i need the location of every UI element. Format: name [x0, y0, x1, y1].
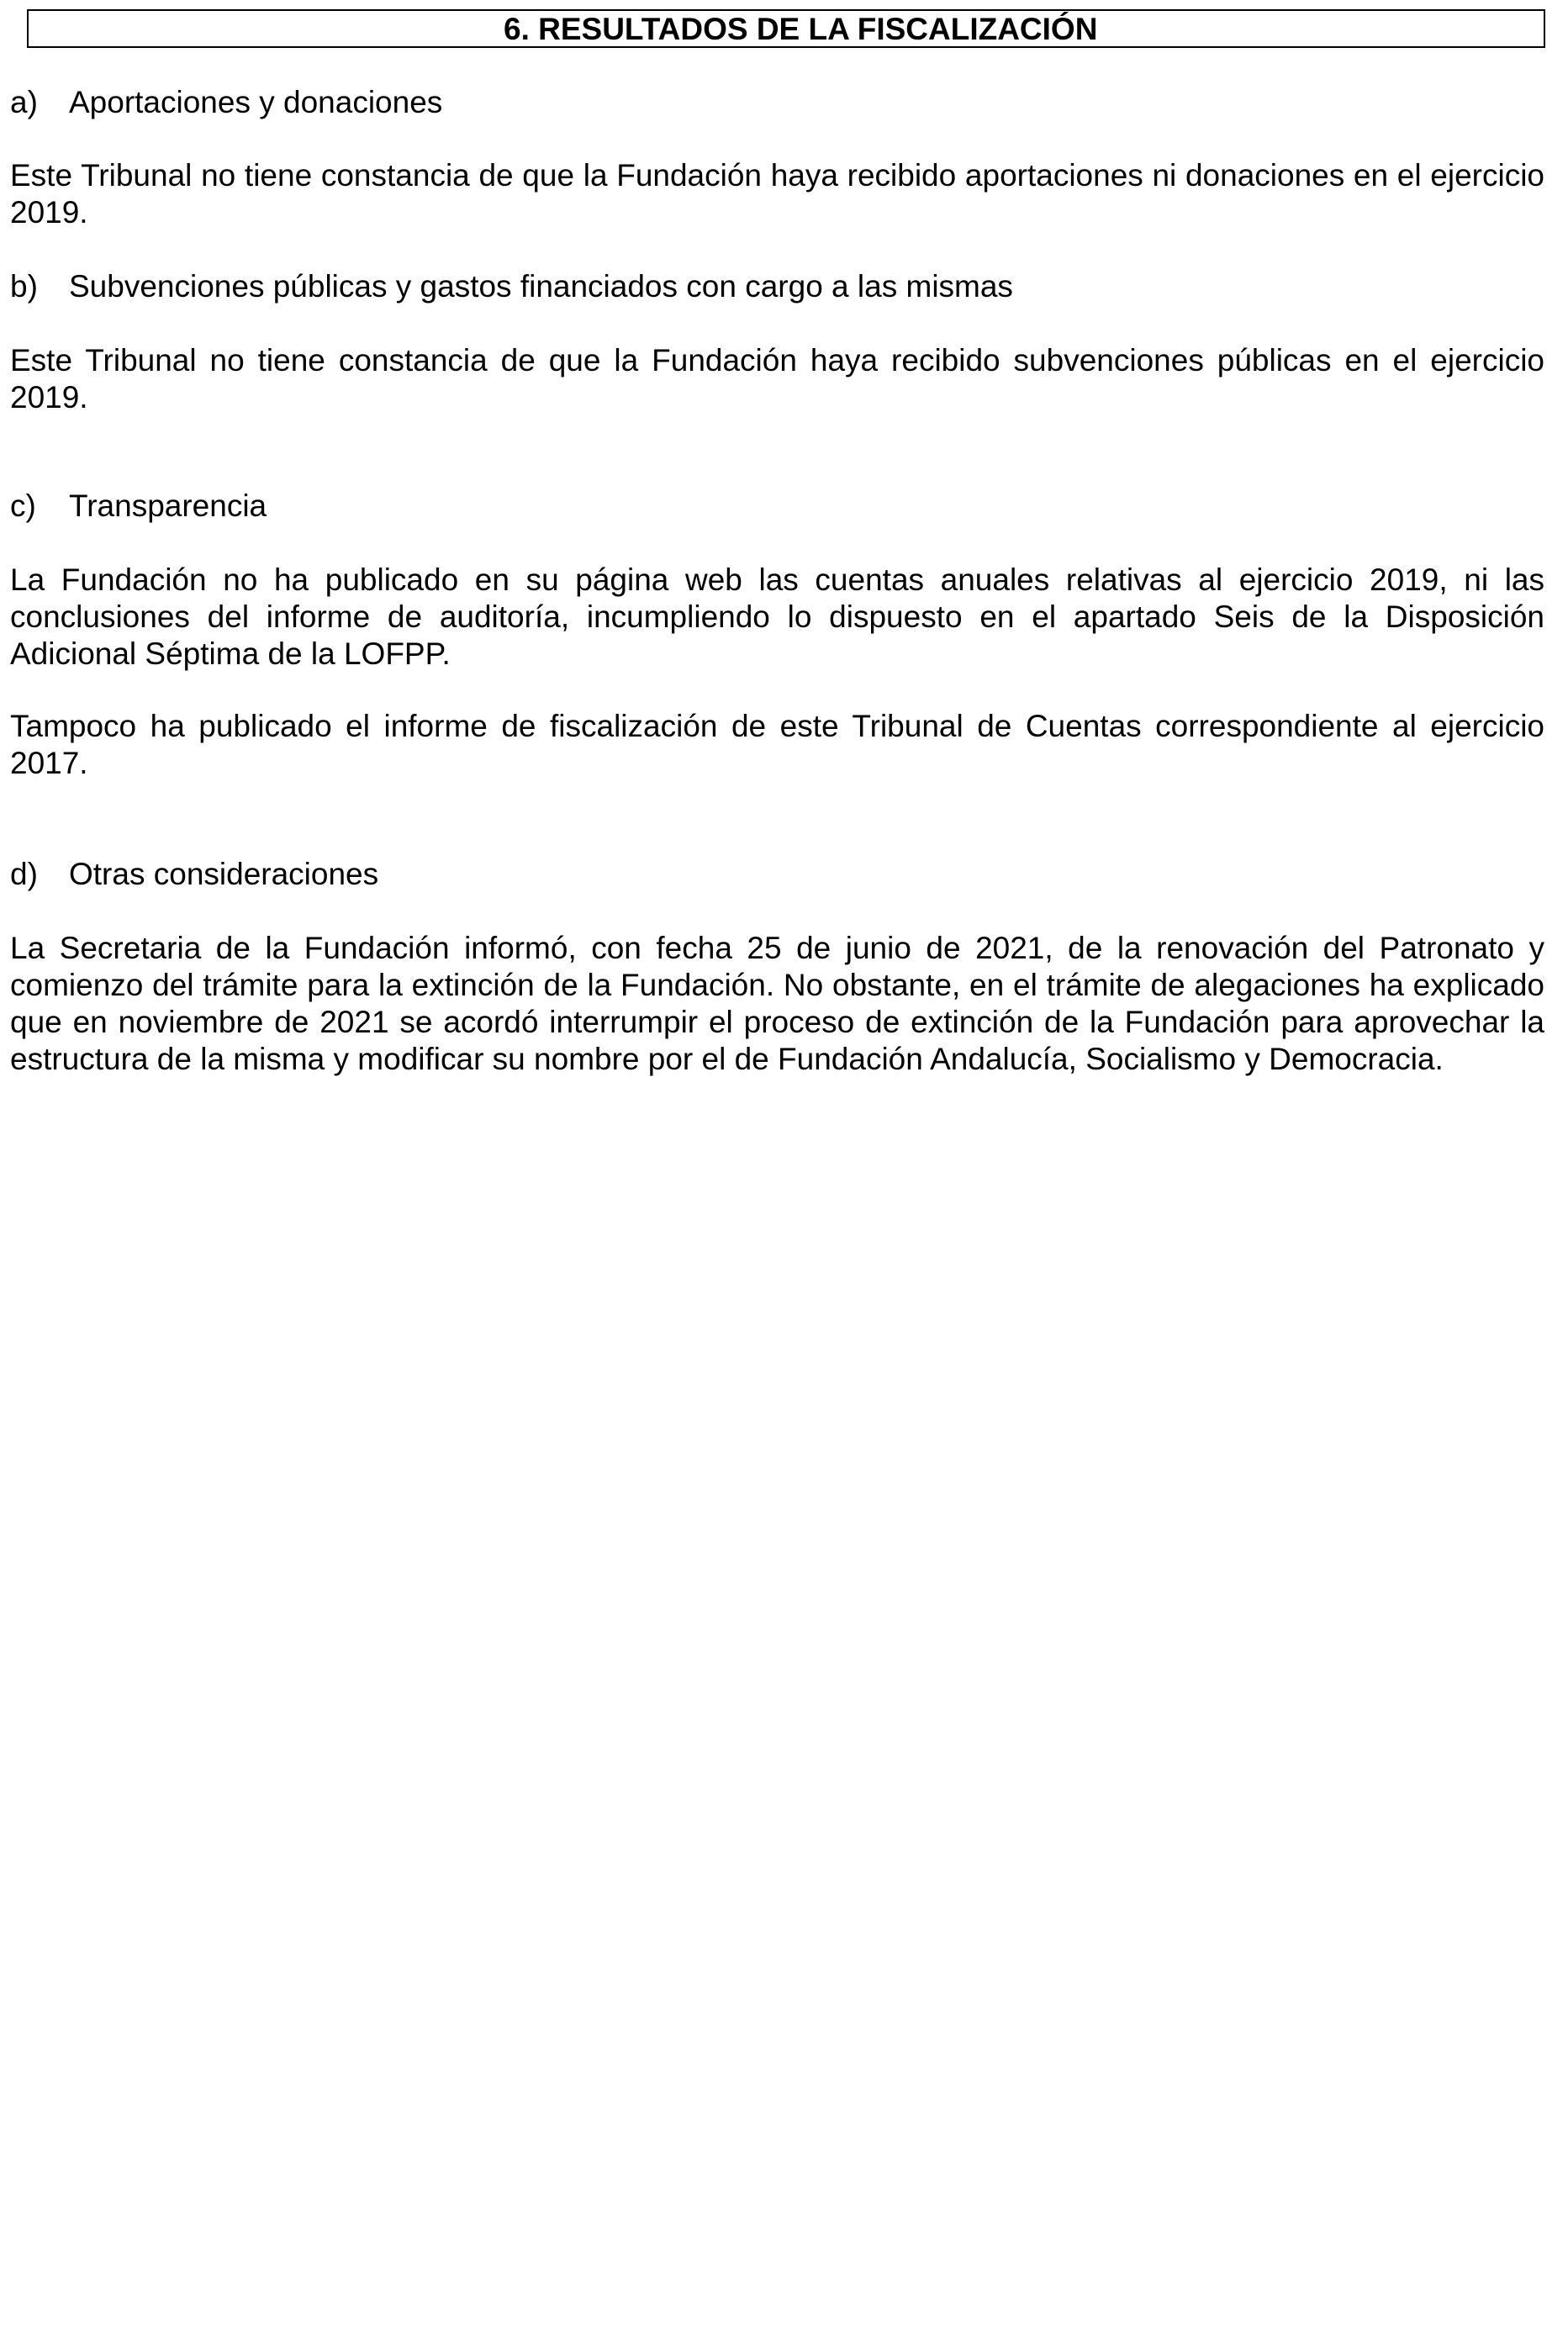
heading-letter: c)	[10, 488, 36, 523]
heading-aportaciones	[10, 84, 442, 121]
paragraph-otras-consideraciones: La Secretaria de la Fundación informó, con fecha 25 de junio de 2021, de la renovación del Patronato y comienzo del trámite para la extinción de la Fundación. No obstante, en el trámite de alegaciones ha explicado que en noviembre de 2021 se acordó interrumpir el proceso de extinción de la Fundación para aprovechar la estructura de la misma y modificar su nombre por el de Fundación Andalucía, Socialismo y Democracia.	[10, 931, 1544, 1076]
heading-text: Aportaciones y donaciones	[69, 85, 443, 119]
heading-text: Otras consideraciones	[69, 857, 379, 891]
heading-transparencia	[10, 488, 267, 525]
heading-letter: d)	[10, 857, 38, 891]
paragraph-transparencia-2: Tampoco ha publicado el informe de fiscalización de este Tribunal de Cuentas correspondiente al ejercicio 2017.	[10, 709, 1544, 780]
paragraph-transparencia-1: La Fundación no ha publicado en su página web las cuentas anuales relativas al ejercicio 2019, ni las conclusiones del informe de auditoría, incumpliendo lo dispuesto en el apartado Seis de la Disposición Adicional Séptima de la LOFPP.	[10, 562, 1544, 671]
paragraph-subvenciones: Este Tribunal no tiene constancia de que la Fundación haya recibido subvenciones públicas en el ejercicio 2019.	[10, 343, 1544, 415]
heading-text: Subvenciones públicas y gastos financiados con cargo a las mismas	[69, 269, 1013, 304]
paragraph-aportaciones: Este Tribunal no tiene constancia de que la Fundación haya recibido aportaciones ni donaciones en el ejercicio 2019.	[10, 158, 1544, 230]
heading-letter: a)	[10, 85, 38, 119]
section-title: 6. RESULTADOS DE LA FISCALIZACIÓN	[504, 12, 1098, 46]
heading-subvenciones	[10, 268, 1013, 305]
heading-text: Transparencia	[69, 488, 267, 523]
heading-otras-consideraciones	[10, 856, 378, 893]
section-title-box	[27, 9, 1545, 48]
heading-letter: b)	[10, 269, 38, 304]
